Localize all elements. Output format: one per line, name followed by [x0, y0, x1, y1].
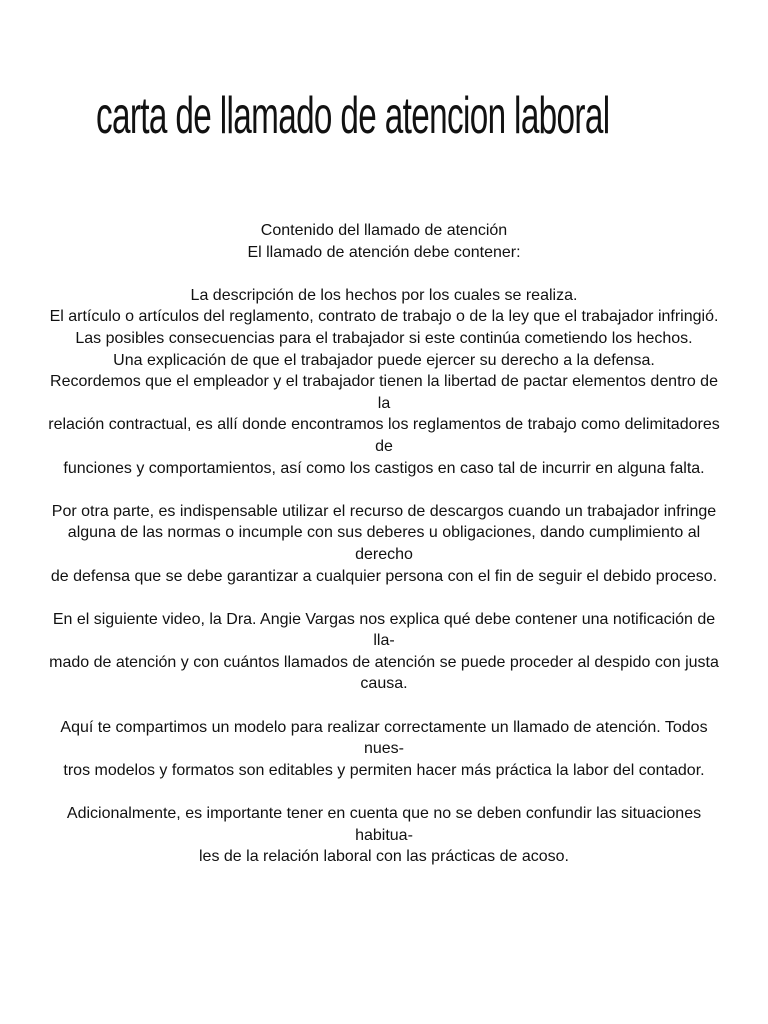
body-line: La descripción de los hechos por los cuales se realiza.	[190, 286, 578, 304]
body-line: Recordemos que el empleador y el trabajador tienen la libertad de pactar elementos dentro de la	[50, 373, 718, 412]
body-line: tros modelos y formatos son editables y permiten hacer más práctica la labor del contador.	[63, 761, 705, 779]
paragraph-gap	[44, 479, 724, 501]
body-line: les de la relación laboral con las prácticas de acoso.	[199, 848, 569, 866]
paragraph-gap	[44, 263, 724, 285]
document-body	[44, 220, 724, 868]
body-line: El artículo o artículos del reglamento, contrato de trabajo o de la ley que el trabajador infringió.	[49, 308, 719, 326]
document-title: carta de llamado de atencion laboral	[96, 87, 610, 145]
body-line: relación contractual, es allí donde encontramos los reglamentos de trabajo como delimitadores de	[48, 416, 720, 455]
body-line: En el siguiente video, la Dra. Angie Vargas nos explica qué debe contener una notificación de lla-	[52, 610, 716, 650]
paragraph-gap	[44, 587, 724, 609]
body-line: Adicionalmente, es importante tener en cuenta que no se deben confundir las situaciones habitua-	[66, 805, 702, 844]
body-line: funciones y comportamientos, así como los castigos en caso tal de incurrir en alguna falta.	[63, 459, 705, 477]
body-line: El llamado de atención debe contener:	[247, 243, 521, 261]
body-line: alguna de las normas o incumple con sus deberes u obligaciones, dando cumplimiento al derecho	[67, 524, 701, 563]
paragraph-gap	[44, 695, 724, 717]
body-line: Contenido del llamado de atención	[260, 222, 508, 239]
body-line: de defensa que se debe garantizar a cualquier persona con el fin de seguir el debido proceso.	[50, 567, 718, 585]
body-line: Por otra parte, es indispensable utilizar el recurso de descargos cuando un trabajador infringe	[51, 502, 717, 520]
body-line: mado de atención y con cuántos llamados de atención se puede proceder al despido con justa	[49, 653, 719, 671]
paragraph-gap	[44, 781, 724, 803]
body-line: Una explicación de que el trabajador puede ejercer su derecho a la defensa.	[113, 351, 655, 369]
body-line: Las posibles consecuencias para el trabajador si este continúa cometiendo los hechos.	[75, 329, 693, 347]
body-line: Aquí te compartimos un modelo para realizar correctamente un llamado de atención. Todos nues-	[60, 718, 708, 758]
body-line: causa.	[360, 675, 408, 693]
